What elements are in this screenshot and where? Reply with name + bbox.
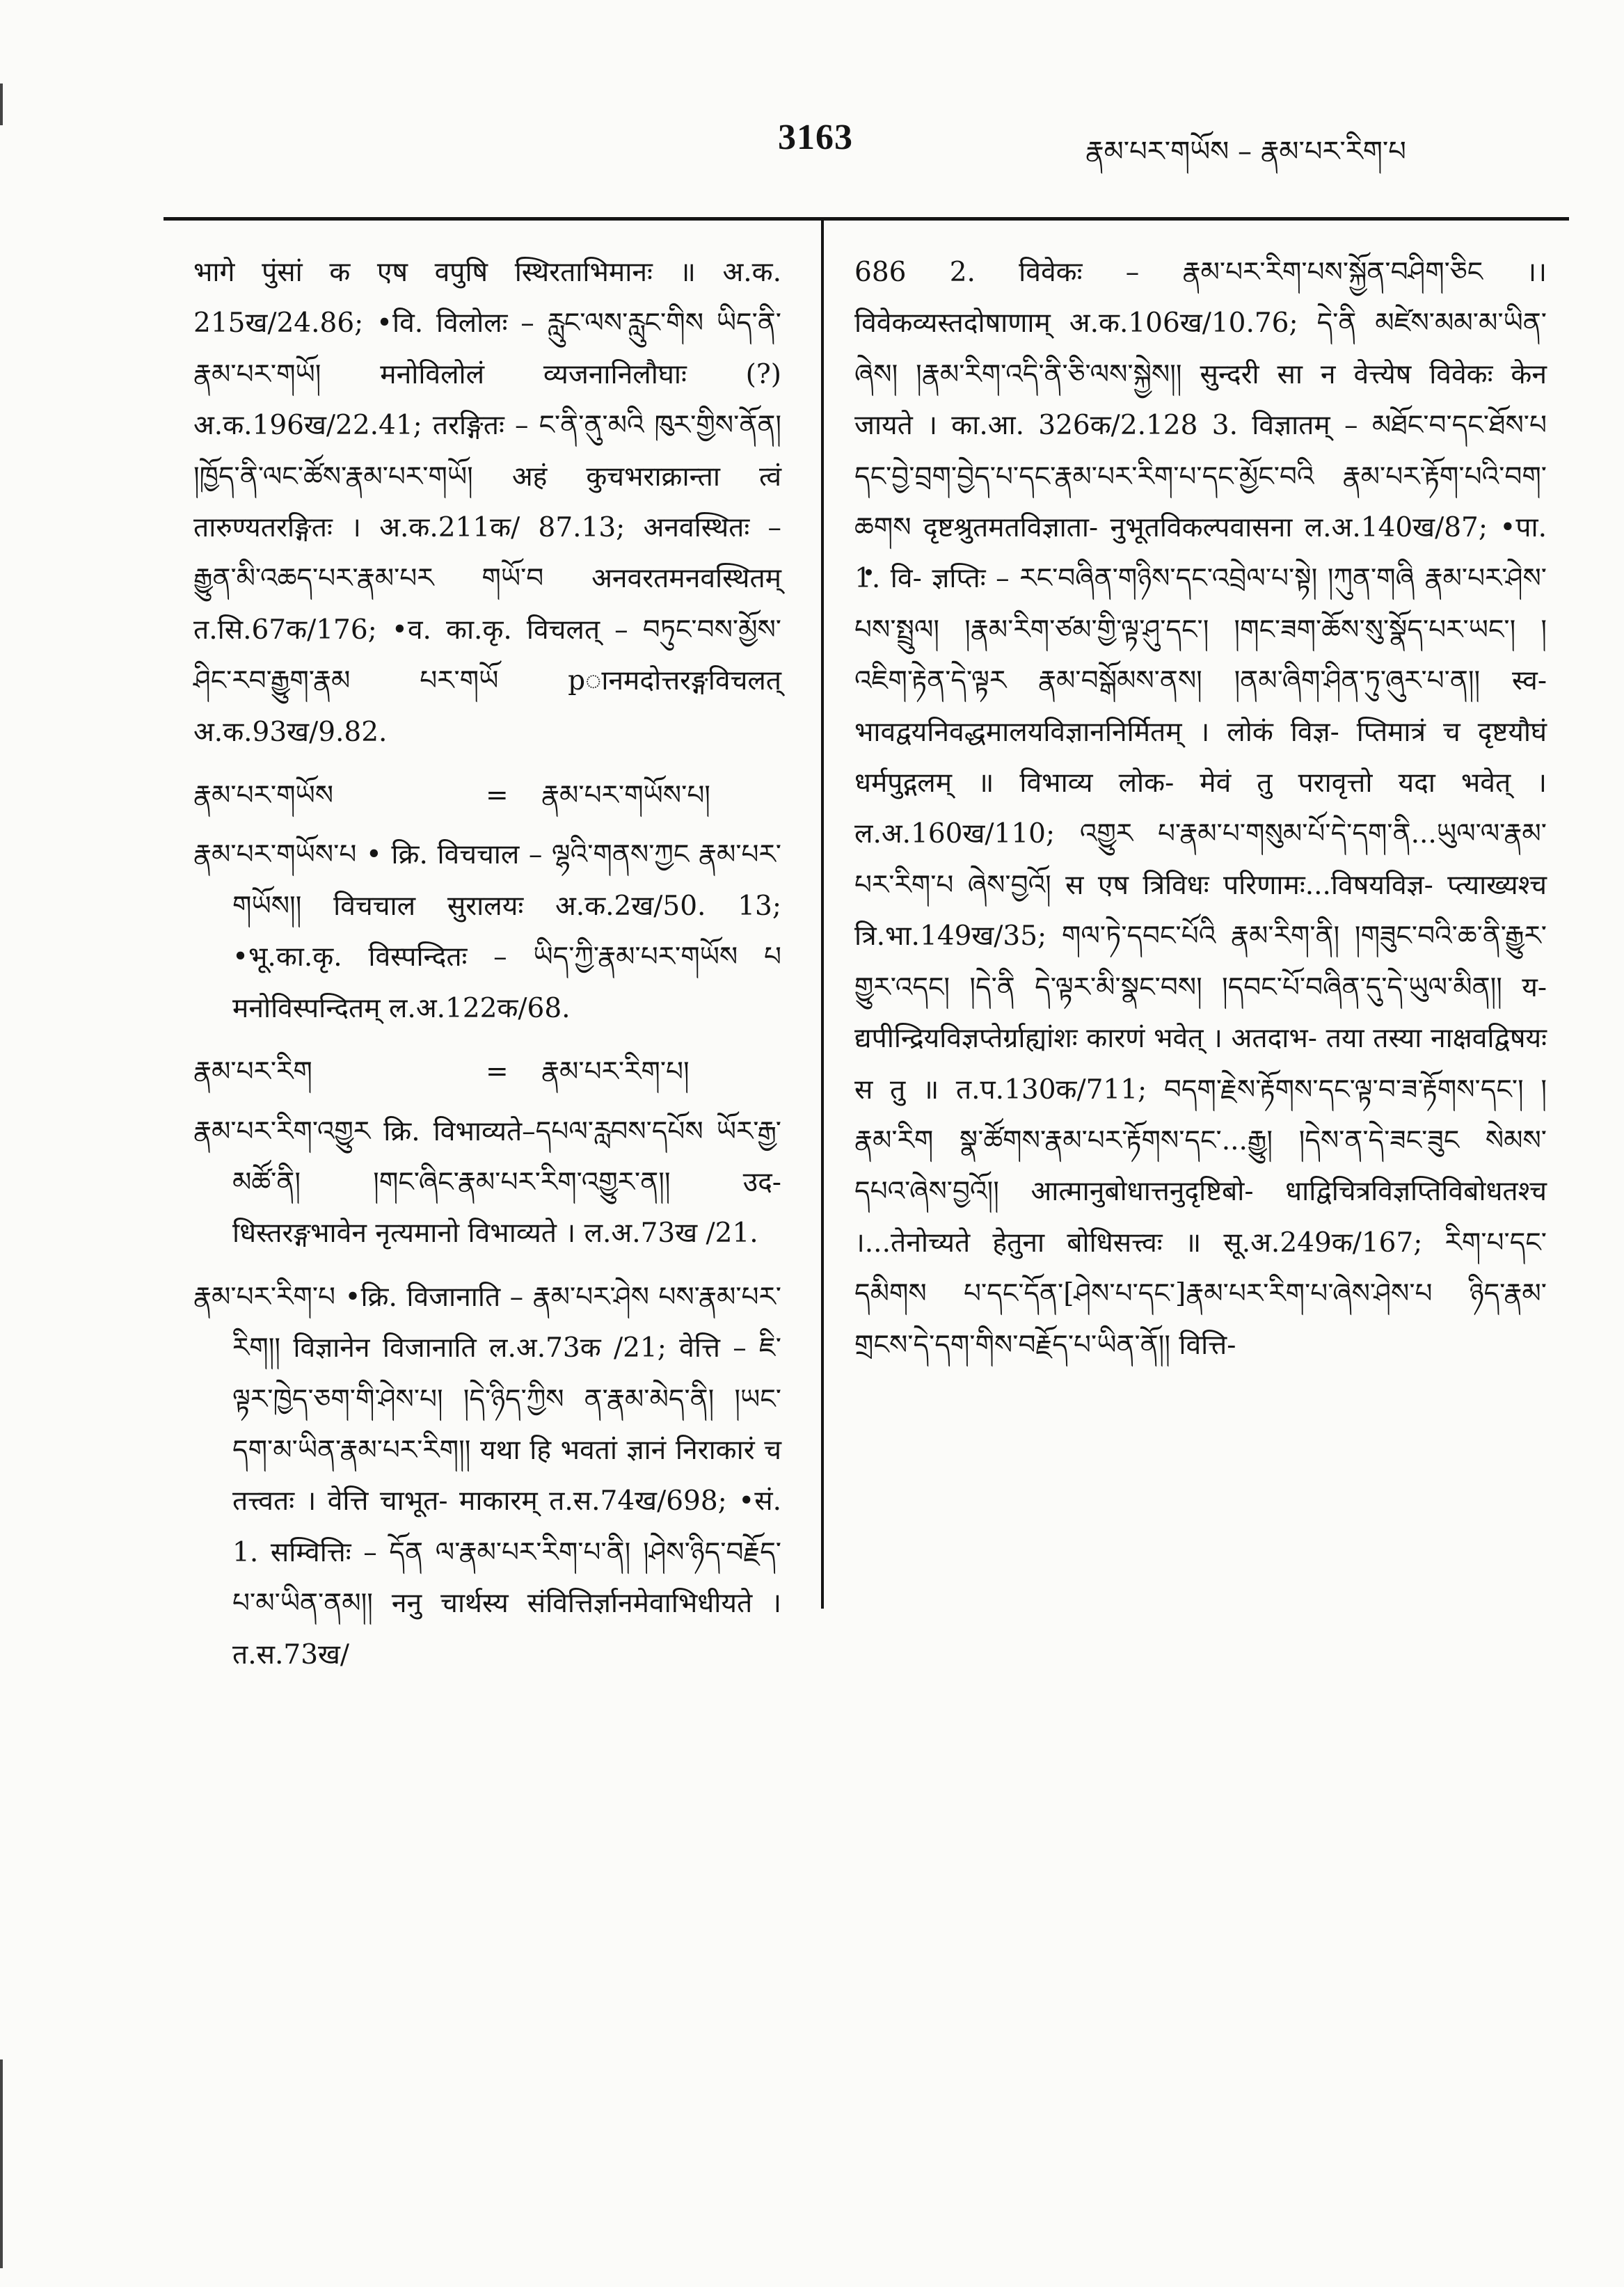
entry-text: भागे पुंसां क एष वपुषि स्थिरताभिमानः ॥ अ.क. 215ख/24.86; •वि. विलोलः – རླུང་ལས་རླུང་གིས ཡིད་ནི་རྣམ་པར་གཡོ། मनोविलोलं व्यजनानिलौघाः (?) अ.क.196ख/22.41; तरङ्गितः – ང་ནི་ནུ་མའི ཁུར་གྱིས་ནོན། །ཁྱོད་ནི་ལང་ཚོས་རྣམ་པར་གཡོ། अहं कुचभराक्रान्ता त्वं तारुण्यतरङ्गितः । अ.क.211क/ 87.13; अनवस्थितः – རྒྱུན་མི་འཆད་པར་རྣམ་པར གཡོ་བ अनवरतमनवस्थितम् त.सि.67क/176; •व. का.कृ. विचलत् – བཏུང་བས་མྱོས་ཤིང་རབ་རྒྱུག་རྣམ པར་གཡོ pानमदोत्तरङ्गविचलत् अ.क.93ख/9.82.: [193, 257, 781, 748]
cross-reference-entry: [193, 1046, 781, 1097]
left-column: [193, 247, 781, 1693]
reference-target: རྣམ་པར་རིག་པ།: [541, 1056, 690, 1088]
right-column: [854, 247, 1547, 1383]
entry-text: རྣམ་པར་གཡོས་པ • क्रि. विचचाल – ལྷའི་གནས་ཀྱང རྣམ་པར་གཡོས།། विचचाल सुरालयः अ.क.2ख/50. 13; •भू.का.कृ. विस्पन्दितः – ཡིད་ཀྱི་རྣམ་པར་གཡོས པ मनोविस्पन्दितम् ल.अ.122क/68.: [193, 839, 781, 1024]
column-divider: [821, 217, 824, 1609]
running-head: རྣམ་པར་གཡོས – རྣམ་པར་རིག་པ: [1085, 136, 1406, 168]
entry-text: རྣམ་པར་རིག་འགྱུར क्रि. विभाव्यते–དཔལ་རླབས་དཔོས ཡོར་རྒྱ་མཚོ་ནི། །གང་ཞིང་རྣམ་པར་རིག་འགྱུར་ན།། उद- धिस्तरङ्गभावेन नृत्यमानो विभाव्यते । ल.अ.73ख /21.: [193, 1115, 781, 1250]
headword: རྣམ་པར་གཡོས: [193, 780, 334, 812]
headword: རྣམ་པར་རིག: [193, 1056, 312, 1088]
entry-text: རྣམ་པར་རིག་པ •क्रि. विजानाति – རྣམ་པར་ཤེས པས་རྣམ་པར་རིག།། विज्ञानेन विजानाति ल.अ.73क /21; वेत्ति – ཇི་ལྟར་ཁྱེད་ཅག་གི་ཤེས་པ། །དེ་ཉིད་ཀྱིས ན་རྣམ་མེད་ནི། །ཡང་དག་མ་ཡིན་རྣམ་པར་རིག།། यथा हि भवतां ज्ञानं निराकारं च तत्त्वतः । वेत्ति चाभूत- माकारम् त.स.74ख/698; •सं. 1. सम्वित्तिः – དོན ལ་རྣམ་པར་རིག་པ་ནི། །ཤེས་ཉིད་བརྗོད་པ་མ་ཡིན་ནམ།། ननु चार्थस्य संवित्तिर्ज्ञानमेवाभिधीयते । त.स.73ख/: [193, 1281, 781, 1671]
entry-text: 686 2. विवेकः – རྣམ་པར་རིག་པས་སྐྱོན་བཤིག་ཅིང ।। विवेकव्यस्तदोषाणाम् अ.क.106ख/10.76; དེ་ནི མཛེས་མམ་མ་ཡིན་ཞེས། །རྣམ་རིག་འདི་ནི་ཅི་ལས་སྐྱེས།། सुन्दरी सा न वेत्त्येष विवेकः केन जायते । का.आ. 326क/2.128 3. विज्ञातम् – མཐོང་བ་དང་ཐོས་པ དང་བྱེ་བྲག་བྱེད་པ་དང་རྣམ་པར་རིག་པ་དང་མྱོང་བའི རྣམ་པར་རྟོག་པའི་བག་ཆགས दृष्टश्रुतमतविज्ञाता- नुभूतविकल्पवासना ल.अ.140ख/87; •पा. 1. वि- ज्ञप्तिः – རང་བཞིན་གཉིས་དང་འབྲེལ་པ་སྟེ། །ཀུན་གཞི རྣམ་པར་ཤེས་པས་སྤྲུལ། །རྣམ་རིག་ཙམ་གྱི་ལྟ་ཤུ་དང་། །གང་ཟག་ཆོས་སུ་སྣོད་པར་ཡང་། །འཇིག་རྟེན་དེ་ལྟར རྣམ་བསྒོམས་ནས། །ནམ་ཞིག་ཤིན་ཏུ་ཞུར་པ་ན།། स्व- भावद्वयनिवद्धमालयविज्ञाननिर्मितम् । लोकं विज्ञ- प्तिमात्रं च दृष्टयौघं धर्मपुद्गलम् ॥ विभाव्य लोक- मेवं तु परावृत्तो यदा भवेत् । ल.अ.160ख/110; འགྱུར པ་རྣམ་པ་གསུམ་པོ་དེ་དག་ནི...ཡུལ་ལ་རྣམ་པར་རིག་པ ཞེས་བྱའོ། स एष त्रिविधः परिणामः...विषयविज्ञ- प्त्याख्यश्च त्रि.भा.149ख/35; གལ་ཏེ་དབང་པོའི རྣམ་རིག་ནི། །གཟུང་བའི་ཆ་ནི་རྒྱུར་གྱུར་འདང། །དེ་ནི དེ་ལྟར་མི་སྣང་བས། །དབང་པོ་བཞིན་དུ་དེ་ཡུལ་མིན།། य- द्यपीन्द्रियविज्ञप्तेर्ग्राह्यांशः कारणं भवेत् । अतदाभ- तया तस्या नाक्षवद्विषयः स तु ॥ त.प.130क/711; བདག་རྗེས་རྟོགས་དང་ལྟ་བ་ཟ་རྟོགས་དང་། །རྣམ་རིག སྣ་ཚོགས་རྣམ་པར་རྟོགས་དང་...རྒྱུ། །དེས་ན་དེ་ཟང་ཟུང སེམས་དཔའ་ཞེས་བྱའོ།། आत्मानुबोधात्तनुदृष्टिबो- धाद्विचित्रविज्ञप्तिविबोधतश्च ।...तेनोच्यते हेतुना बोधिसत्त्वः ॥ सू.अ.249क/167; རིག་པ་དང་དམིགས པ་དང་དོན་[ཤེས་པ་དང་]རྣམ་པར་རིག་པ་ཞེས་ཤེས་པ ཉིད་རྣམ་གྲངས་དེ་དག་གིས་བརྗོད་པ་ཡིན་ནོ།། वित्ति-: [854, 257, 1547, 1361]
top-rule: [164, 217, 1569, 221]
scan-edge-mark: [0, 83, 3, 125]
cross-reference-entry: [193, 770, 781, 821]
equals-sign: =: [486, 1056, 509, 1088]
reference-target: རྣམ་པར་གཡོས་པ།: [541, 780, 710, 812]
scan-edge-mark: [0, 2059, 3, 2268]
page-number: 3163: [778, 118, 853, 157]
equals-sign: =: [486, 780, 509, 812]
